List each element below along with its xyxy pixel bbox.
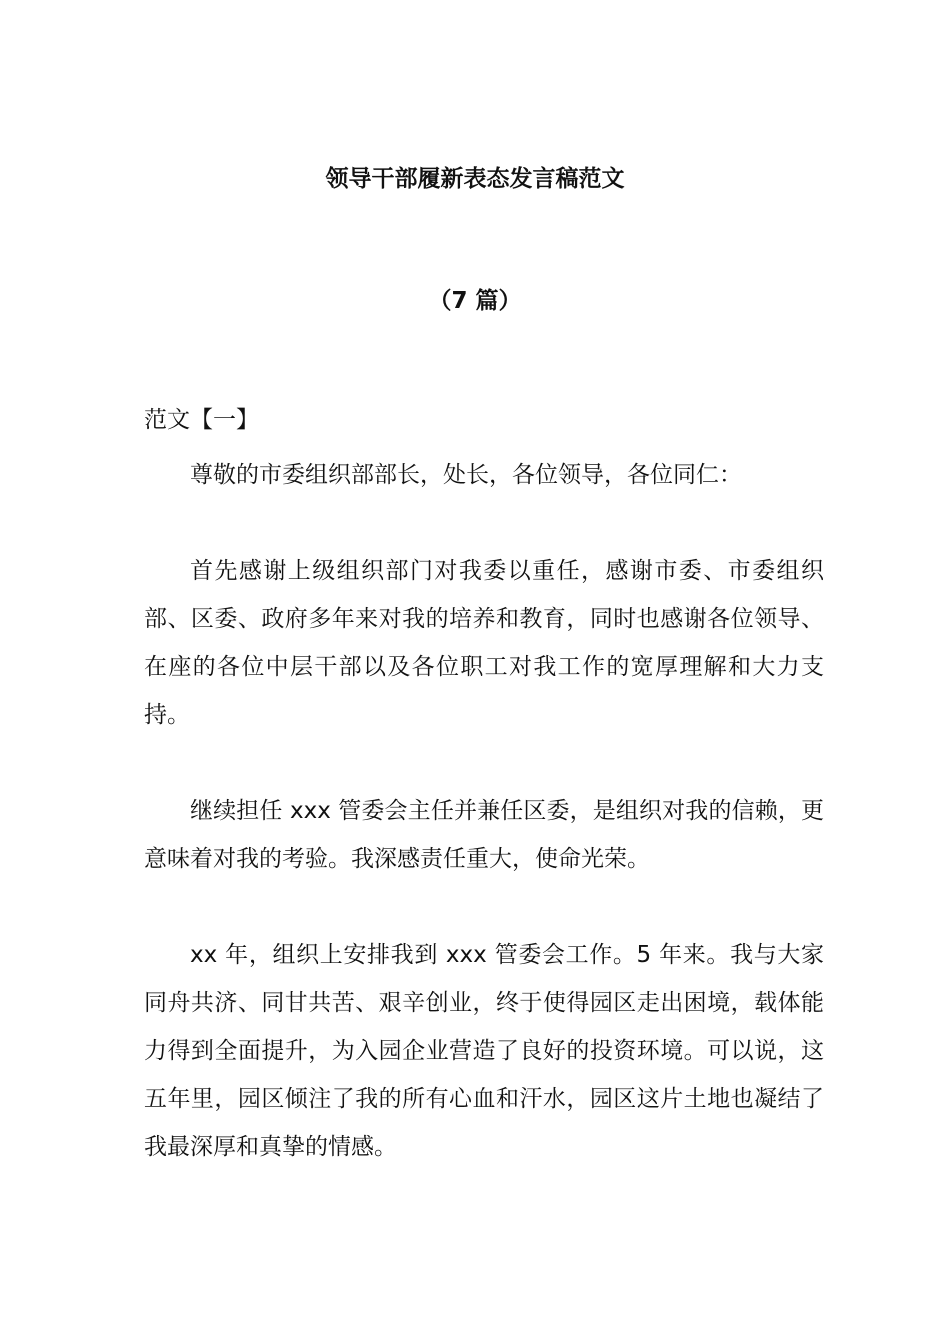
paragraph-thanks: 首先感谢上级组织部门对我委以重任，感谢市委、市委组织部、区委、政府多年来对我的培养和教育，同时也感谢各位领导、在座的各位中层干部以及各位职工对我工作的宽厚理解和大力支持。 bbox=[144, 558, 824, 728]
document-title: 领导干部履新表态发言稿范文 bbox=[325, 166, 625, 192]
document-body bbox=[144, 451, 824, 1171]
paragraph-greeting: 尊敬的市委组织部部长，处长，各位领导，各位同仁： bbox=[190, 462, 742, 488]
paragraph-appointment: 继续担任 xxx 管委会主任并兼任区委，是组织对我的信赖，更意味着对我的考验。我深感责任重大，使命光荣。 bbox=[144, 798, 824, 872]
paragraph-history: xx 年，组织上安排我到 xxx 管委会工作。5 年来。我与大家同舟共济、同甘共苦、艰辛创业，终于使得园区走出困境，载体能力得到全面提升，为入园企业营造了良好的投资环境。可以说，这五年里，园区倾注了我的所有心血和汗水，园区这片土地也凝结了我最深厚和真挚的情感。 bbox=[144, 942, 824, 1160]
section-heading: 范文【一】 bbox=[144, 407, 259, 433]
document-subtitle: （7 篇） bbox=[428, 288, 522, 314]
